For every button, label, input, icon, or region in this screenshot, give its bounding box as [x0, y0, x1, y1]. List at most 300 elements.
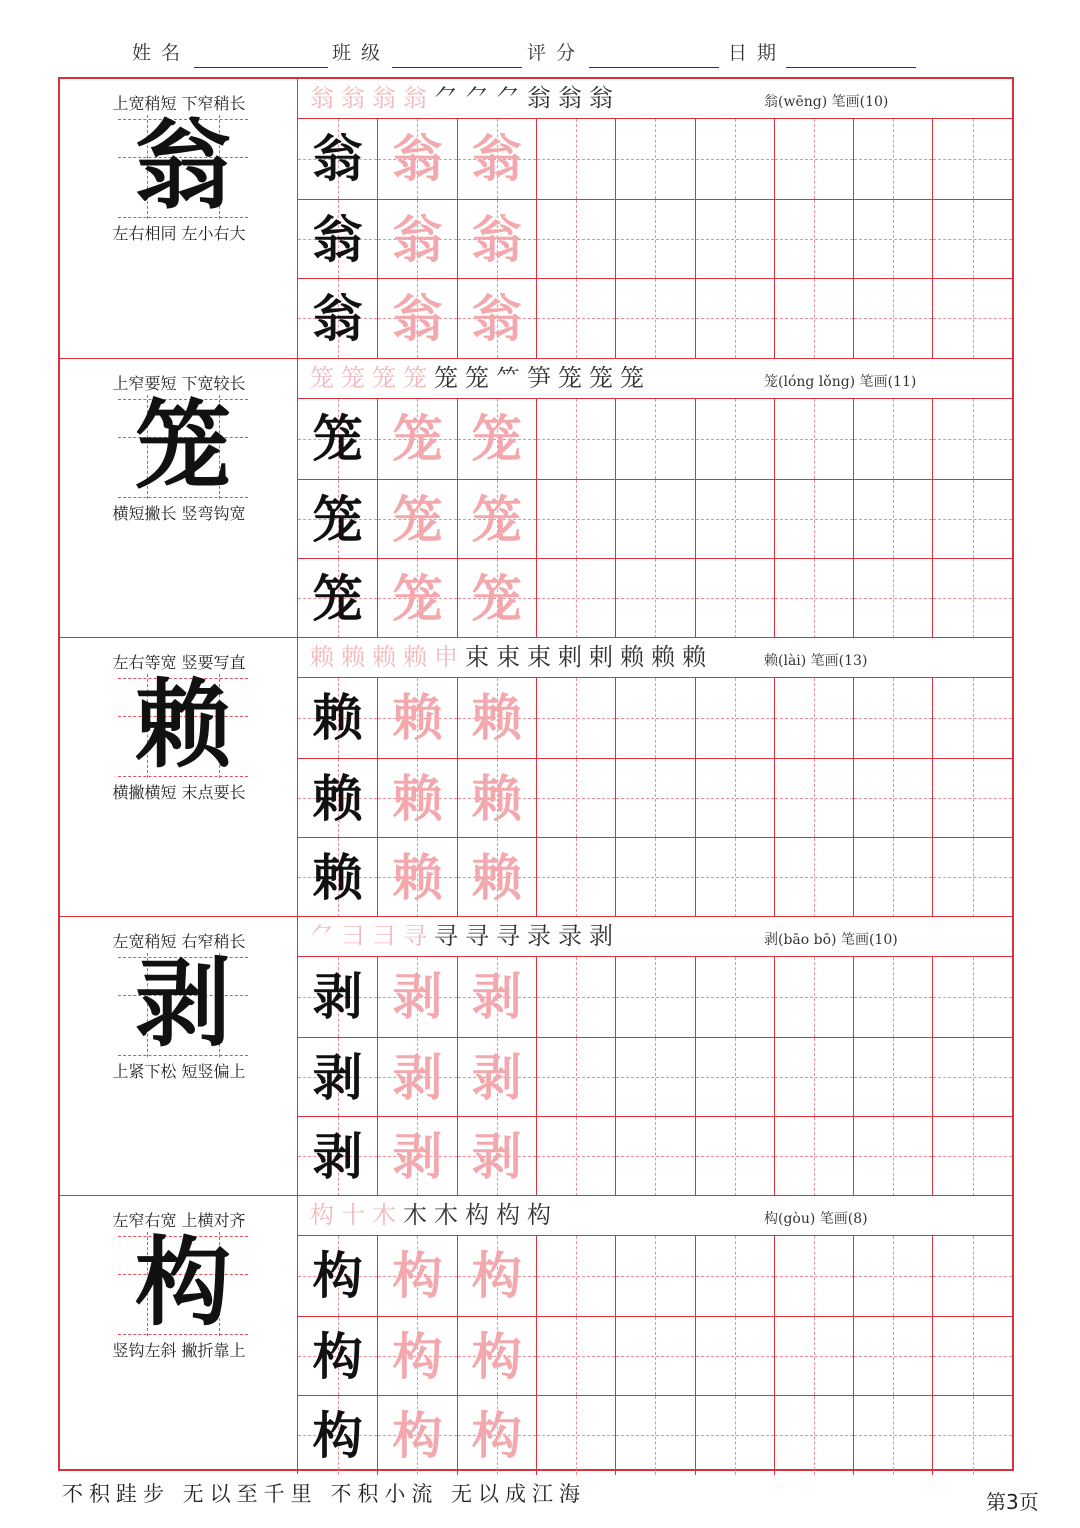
practice-cell[interactable] [853, 957, 932, 1037]
cell-guide [854, 1356, 932, 1357]
trace-char: 构 [392, 1406, 443, 1466]
cell-guide [616, 318, 694, 319]
practice-cell[interactable] [457, 399, 536, 479]
trace-char: 赖 [471, 688, 522, 747]
example-char: 翁 [312, 209, 363, 269]
stroke-step: 赖 [651, 643, 675, 671]
stroke-sequence [310, 363, 644, 393]
cell-guide [696, 598, 774, 599]
date-underline [786, 67, 916, 68]
practice-panel [298, 79, 1012, 358]
cell-guide [933, 798, 1011, 799]
stroke-step: 构 [527, 1201, 551, 1229]
practice-cell[interactable] [298, 1038, 377, 1117]
practice-cell[interactable] [695, 279, 774, 358]
cell-guide [775, 239, 853, 240]
practice-cell[interactable] [853, 1236, 932, 1316]
practice-cell[interactable] [615, 399, 694, 479]
practice-cell[interactable] [932, 957, 1011, 1037]
practice-cell[interactable] [695, 678, 774, 758]
practice-cell[interactable] [457, 279, 536, 358]
stroke-step: 笋 [527, 364, 551, 392]
structure-tip-bottom: 横短撇长 竖弯钩宽 [112, 504, 246, 523]
practice-cell[interactable] [695, 559, 774, 638]
practice-cell[interactable] [457, 1317, 536, 1396]
trace-char: 剥 [392, 1127, 443, 1187]
practice-cell[interactable] [457, 1117, 536, 1196]
cell-guide [616, 798, 694, 799]
stroke-step: 木 [403, 1201, 427, 1229]
cell-guide [616, 1276, 694, 1277]
cell-guide [854, 1077, 932, 1078]
practice-cell[interactable] [298, 1396, 377, 1475]
cell-guide [696, 1276, 774, 1277]
practice-cell[interactable] [853, 559, 932, 638]
cell-guide [537, 1356, 615, 1357]
practice-cell[interactable] [774, 279, 853, 358]
practice-cell[interactable] [377, 1317, 456, 1396]
stroke-step: 寻 [403, 922, 427, 950]
practice-cell[interactable] [853, 838, 932, 917]
practice-cell[interactable] [536, 480, 615, 559]
practice-cell[interactable] [298, 119, 377, 199]
practice-cell[interactable] [932, 838, 1011, 917]
practice-cell[interactable] [932, 279, 1011, 358]
stroke-step: 木 [372, 1201, 396, 1229]
practice-cell[interactable] [853, 480, 932, 559]
practice-cell[interactable] [457, 1038, 536, 1117]
practice-cell[interactable] [536, 399, 615, 479]
practice-cell[interactable] [615, 1117, 694, 1196]
trace-char: 笼 [392, 409, 443, 468]
practice-cell[interactable] [377, 200, 456, 279]
cell-guide [933, 997, 1011, 998]
practice-cell[interactable] [377, 559, 456, 638]
practice-sheet [58, 77, 1014, 1471]
practice-cell[interactable] [774, 480, 853, 559]
grid-row [298, 837, 1012, 917]
example-char: 构 [312, 1406, 363, 1466]
stroke-step: 翁 [558, 84, 582, 112]
practice-cell[interactable] [774, 200, 853, 279]
practice-cell[interactable] [853, 759, 932, 838]
cell-guide [933, 718, 1011, 719]
example-char: 剥 [312, 1047, 363, 1107]
cell-guide [616, 997, 694, 998]
practice-cell[interactable] [298, 200, 377, 279]
practice-cell[interactable] [615, 838, 694, 917]
grid-row [298, 278, 1012, 358]
practice-cell[interactable] [377, 1117, 456, 1196]
structure-tip-top: 左宽稍短 右窄稍长 [112, 932, 246, 951]
structure-tip-top: 上宽稍短 下窄稍长 [112, 94, 246, 113]
practice-cell[interactable] [377, 480, 456, 559]
stroke-step: 笼 [620, 364, 644, 392]
grid-row [298, 758, 1012, 838]
practice-cell[interactable] [932, 1317, 1011, 1396]
stroke-order-row [298, 79, 1012, 119]
cell-guide [537, 519, 615, 520]
practice-cell[interactable] [695, 838, 774, 917]
practice-cell[interactable] [298, 759, 377, 838]
cell-guide [775, 318, 853, 319]
practice-cell[interactable] [774, 1317, 853, 1396]
practice-cell[interactable] [615, 957, 694, 1037]
practice-cell[interactable] [377, 119, 456, 199]
trace-char: 赖 [471, 768, 522, 828]
practice-cell[interactable] [536, 1117, 615, 1196]
practice-cell[interactable] [377, 1396, 456, 1475]
practice-cell[interactable] [615, 559, 694, 638]
trace-char: 翁 [392, 289, 443, 349]
trace-char: 构 [471, 1406, 522, 1466]
practice-cell[interactable] [536, 678, 615, 758]
practice-cell[interactable] [853, 119, 932, 199]
practice-cell[interactable] [536, 119, 615, 199]
model-panel [60, 917, 298, 1195]
stroke-sequence [310, 642, 706, 672]
trace-char: 构 [471, 1246, 522, 1305]
cell-guide [854, 598, 932, 599]
cell-guide [854, 318, 932, 319]
model-char-box [118, 389, 248, 502]
practice-cell[interactable] [457, 838, 536, 917]
practice-cell[interactable] [615, 1396, 694, 1475]
practice-cell[interactable] [695, 200, 774, 279]
cell-guide [775, 718, 853, 719]
name-label: 姓名 [132, 42, 191, 64]
cell-guide [775, 1356, 853, 1357]
grid-row [298, 1236, 1012, 1316]
practice-cell[interactable] [932, 1038, 1011, 1117]
trace-char: 笼 [471, 489, 522, 549]
stroke-sequence [310, 921, 613, 951]
class-field[interactable] [332, 38, 527, 70]
practice-cell[interactable] [377, 957, 456, 1037]
practice-cell[interactable] [377, 1236, 456, 1316]
cell-guide [933, 519, 1011, 520]
practice-cell[interactable] [298, 838, 377, 917]
cell-guide [616, 1077, 694, 1078]
practice-cell[interactable] [298, 399, 377, 479]
trace-char: 剥 [471, 967, 522, 1026]
practice-cell[interactable] [377, 399, 456, 479]
stroke-step: 翁 [341, 84, 365, 112]
cell-guide [854, 997, 932, 998]
cell-guide [696, 1156, 774, 1157]
stroke-step: 剌 [558, 643, 582, 671]
cell-guide [537, 239, 615, 240]
practice-cell[interactable] [377, 1038, 456, 1117]
example-char: 赖 [312, 848, 363, 908]
class-underline [392, 67, 522, 68]
class-label: 班级 [332, 42, 391, 64]
practice-cell[interactable] [298, 957, 377, 1037]
trace-char: 剥 [471, 1047, 522, 1107]
cell-guide [933, 1435, 1011, 1436]
practice-cell[interactable] [932, 399, 1011, 479]
cell-guide [775, 997, 853, 998]
cell-guide [537, 997, 615, 998]
cell-guide [933, 598, 1011, 599]
practice-cell[interactable] [932, 559, 1011, 638]
practice-cell[interactable] [615, 678, 694, 758]
example-char: 赖 [312, 768, 363, 828]
model-char-box [118, 668, 248, 781]
model-char: 笼 [135, 389, 231, 502]
stroke-step: 构 [310, 1201, 334, 1229]
practice-cell[interactable] [615, 759, 694, 838]
practice-cell[interactable] [853, 1117, 932, 1196]
practice-cell[interactable] [298, 1317, 377, 1396]
stroke-step: 寻 [465, 922, 489, 950]
practice-cell[interactable] [457, 957, 536, 1037]
practice-cell[interactable] [932, 119, 1011, 199]
cell-guide [854, 159, 932, 160]
stroke-step: 赖 [310, 643, 334, 671]
cell-guide [616, 159, 694, 160]
example-char: 笼 [312, 489, 363, 549]
cell-guide [537, 877, 615, 878]
practice-cell[interactable] [457, 678, 536, 758]
practice-cell[interactable] [536, 838, 615, 917]
practice-cell[interactable] [932, 759, 1011, 838]
structure-tip-top: 上窄要短 下宽较长 [112, 374, 246, 393]
date-field[interactable] [728, 38, 918, 70]
cell-guide [696, 718, 774, 719]
tianzige-grid [298, 678, 1012, 917]
practice-cell[interactable] [695, 1236, 774, 1316]
tianzige-grid [298, 399, 1012, 638]
practice-cell[interactable] [377, 678, 456, 758]
grid-row [298, 119, 1012, 199]
grid-row [298, 678, 1012, 758]
stroke-step: 录 [527, 922, 551, 950]
practice-cell[interactable] [536, 1038, 615, 1117]
practice-cell[interactable] [774, 957, 853, 1037]
practice-cell[interactable] [615, 1236, 694, 1316]
practice-cell[interactable] [536, 1236, 615, 1316]
model-char: 构 [135, 1226, 231, 1339]
stroke-sequence [310, 83, 613, 113]
cell-guide [537, 718, 615, 719]
practice-cell[interactable] [695, 399, 774, 479]
grid-row [298, 558, 1012, 638]
practice-cell[interactable] [615, 1038, 694, 1117]
example-char: 翁 [312, 129, 363, 188]
practice-cell[interactable] [377, 279, 456, 358]
practice-cell[interactable] [695, 1396, 774, 1475]
example-char: 笼 [312, 409, 363, 468]
cell-guide [933, 239, 1011, 240]
stroke-step: 笼 [558, 364, 582, 392]
practice-cell[interactable] [615, 200, 694, 279]
model-char: 翁 [135, 109, 231, 222]
practice-cell[interactable] [298, 559, 377, 638]
practice-cell[interactable] [536, 1396, 615, 1475]
structure-tip-top: 左窄右宽 上横对齐 [112, 1211, 246, 1230]
practice-cell[interactable] [695, 119, 774, 199]
practice-cell[interactable] [853, 678, 932, 758]
practice-cell[interactable] [457, 559, 536, 638]
practice-panel [298, 917, 1012, 1195]
cell-guide [537, 1156, 615, 1157]
practice-cell[interactable] [536, 200, 615, 279]
practice-cell[interactable] [932, 1396, 1011, 1475]
stroke-step: 申 [434, 643, 458, 671]
stroke-step: 笼 [434, 364, 458, 392]
practice-cell[interactable] [774, 1396, 853, 1475]
name-field[interactable] [132, 38, 332, 70]
practice-cell[interactable] [298, 279, 377, 358]
cell-guide [933, 159, 1011, 160]
cell-guide [696, 239, 774, 240]
cell-guide [854, 718, 932, 719]
stroke-step: 赖 [341, 643, 365, 671]
cell-guide [616, 877, 694, 878]
cell-guide [854, 1276, 932, 1277]
practice-cell[interactable] [457, 1236, 536, 1316]
structure-tip-top: 左右等宽 竖要写直 [112, 653, 246, 672]
grid-row [298, 399, 1012, 479]
practice-cell[interactable] [774, 399, 853, 479]
practice-cell[interactable] [615, 1317, 694, 1396]
stroke-step: ⺕ [341, 922, 365, 950]
trace-char: 翁 [471, 209, 522, 269]
stroke-step: 笼 [372, 364, 396, 392]
practice-cell[interactable] [536, 559, 615, 638]
stroke-step: 束 [527, 643, 551, 671]
stroke-step: 束 [496, 643, 520, 671]
grid-row [298, 1116, 1012, 1196]
practice-cell[interactable] [615, 279, 694, 358]
trace-char: 剥 [471, 1127, 522, 1187]
grid-row [298, 1037, 1012, 1117]
char-section [60, 1195, 1012, 1474]
cell-guide [696, 877, 774, 878]
practice-cell[interactable] [853, 200, 932, 279]
practice-cell[interactable] [695, 480, 774, 559]
cell-guide [854, 519, 932, 520]
practice-cell[interactable] [695, 1317, 774, 1396]
practice-cell[interactable] [695, 1038, 774, 1117]
practice-cell[interactable] [615, 119, 694, 199]
model-char-box [118, 109, 248, 222]
stroke-step: 构 [465, 1201, 489, 1229]
trace-char: 构 [392, 1246, 443, 1305]
practice-cell[interactable] [695, 1117, 774, 1196]
practice-cell[interactable] [853, 1396, 932, 1475]
cell-guide [696, 1435, 774, 1436]
practice-cell[interactable] [853, 279, 932, 358]
practice-cell[interactable] [932, 1236, 1011, 1316]
practice-cell[interactable] [932, 1117, 1011, 1196]
grid-row [298, 1395, 1012, 1475]
cell-guide [854, 877, 932, 878]
practice-cell[interactable] [853, 1317, 932, 1396]
practice-cell[interactable] [377, 759, 456, 838]
practice-cell[interactable] [774, 1117, 853, 1196]
practice-cell[interactable] [377, 838, 456, 917]
practice-cell[interactable] [457, 480, 536, 559]
practice-panel [298, 638, 1012, 916]
practice-panel [298, 1196, 1012, 1474]
cell-guide [775, 798, 853, 799]
char-info: 赖(lài) 笔画(13) [764, 653, 868, 669]
practice-cell[interactable] [695, 759, 774, 838]
practice-cell[interactable] [774, 559, 853, 638]
stroke-step: 十 [341, 1201, 365, 1229]
cell-guide [775, 519, 853, 520]
trace-char: 构 [392, 1326, 443, 1386]
practice-cell[interactable] [536, 759, 615, 838]
practice-cell[interactable] [298, 1236, 377, 1316]
practice-cell[interactable] [932, 200, 1011, 279]
structure-tip-bottom: 竖钩左斜 撇折靠上 [112, 1341, 246, 1360]
trace-char: 笼 [471, 409, 522, 468]
stroke-step: 翁 [310, 84, 334, 112]
practice-cell[interactable] [298, 1117, 377, 1196]
stroke-step: 剌 [589, 643, 613, 671]
stroke-step: 彐 [372, 922, 396, 950]
practice-cell[interactable] [853, 399, 932, 479]
name-underline [194, 67, 328, 68]
trace-char: 笼 [471, 569, 522, 629]
practice-cell[interactable] [457, 759, 536, 838]
example-char: 赖 [312, 688, 363, 747]
motto: 不积跬步 无以至千里 不积小流 无以成江海 [62, 1482, 587, 1506]
char-info: 构(gòu) 笔画(8) [764, 1211, 868, 1227]
practice-cell[interactable] [695, 957, 774, 1037]
cell-guide [775, 1276, 853, 1277]
practice-cell[interactable] [932, 480, 1011, 559]
cell-guide [537, 798, 615, 799]
practice-cell[interactable] [774, 759, 853, 838]
practice-cell[interactable] [536, 1317, 615, 1396]
cell-guide [696, 519, 774, 520]
practice-cell[interactable] [457, 1396, 536, 1475]
cell-guide [775, 439, 853, 440]
practice-cell[interactable] [536, 279, 615, 358]
score-field[interactable] [527, 38, 723, 70]
practice-cell[interactable] [774, 678, 853, 758]
practice-cell[interactable] [853, 1038, 932, 1117]
stroke-step: 翁 [527, 84, 551, 112]
practice-cell[interactable] [774, 1038, 853, 1117]
practice-cell[interactable] [774, 838, 853, 917]
tianzige-grid [298, 1236, 1012, 1475]
practice-cell[interactable] [774, 119, 853, 199]
cell-guide [933, 1276, 1011, 1277]
practice-cell[interactable] [536, 957, 615, 1037]
stroke-step: ⺈ [465, 84, 489, 112]
practice-cell[interactable] [457, 200, 536, 279]
trace-char: 笼 [392, 569, 443, 629]
tianzige-grid [298, 119, 1012, 358]
practice-cell[interactable] [774, 1236, 853, 1316]
trace-char: 翁 [392, 209, 443, 269]
tianzige-grid [298, 957, 1012, 1196]
stroke-step: ⺈ [496, 84, 520, 112]
stroke-step: 笼 [341, 364, 365, 392]
practice-cell[interactable] [298, 480, 377, 559]
stroke-step: 笼 [589, 364, 613, 392]
practice-cell[interactable] [615, 480, 694, 559]
practice-cell[interactable] [932, 678, 1011, 758]
model-char-box [118, 1226, 248, 1339]
practice-cell[interactable] [298, 678, 377, 758]
practice-cell[interactable] [457, 119, 536, 199]
